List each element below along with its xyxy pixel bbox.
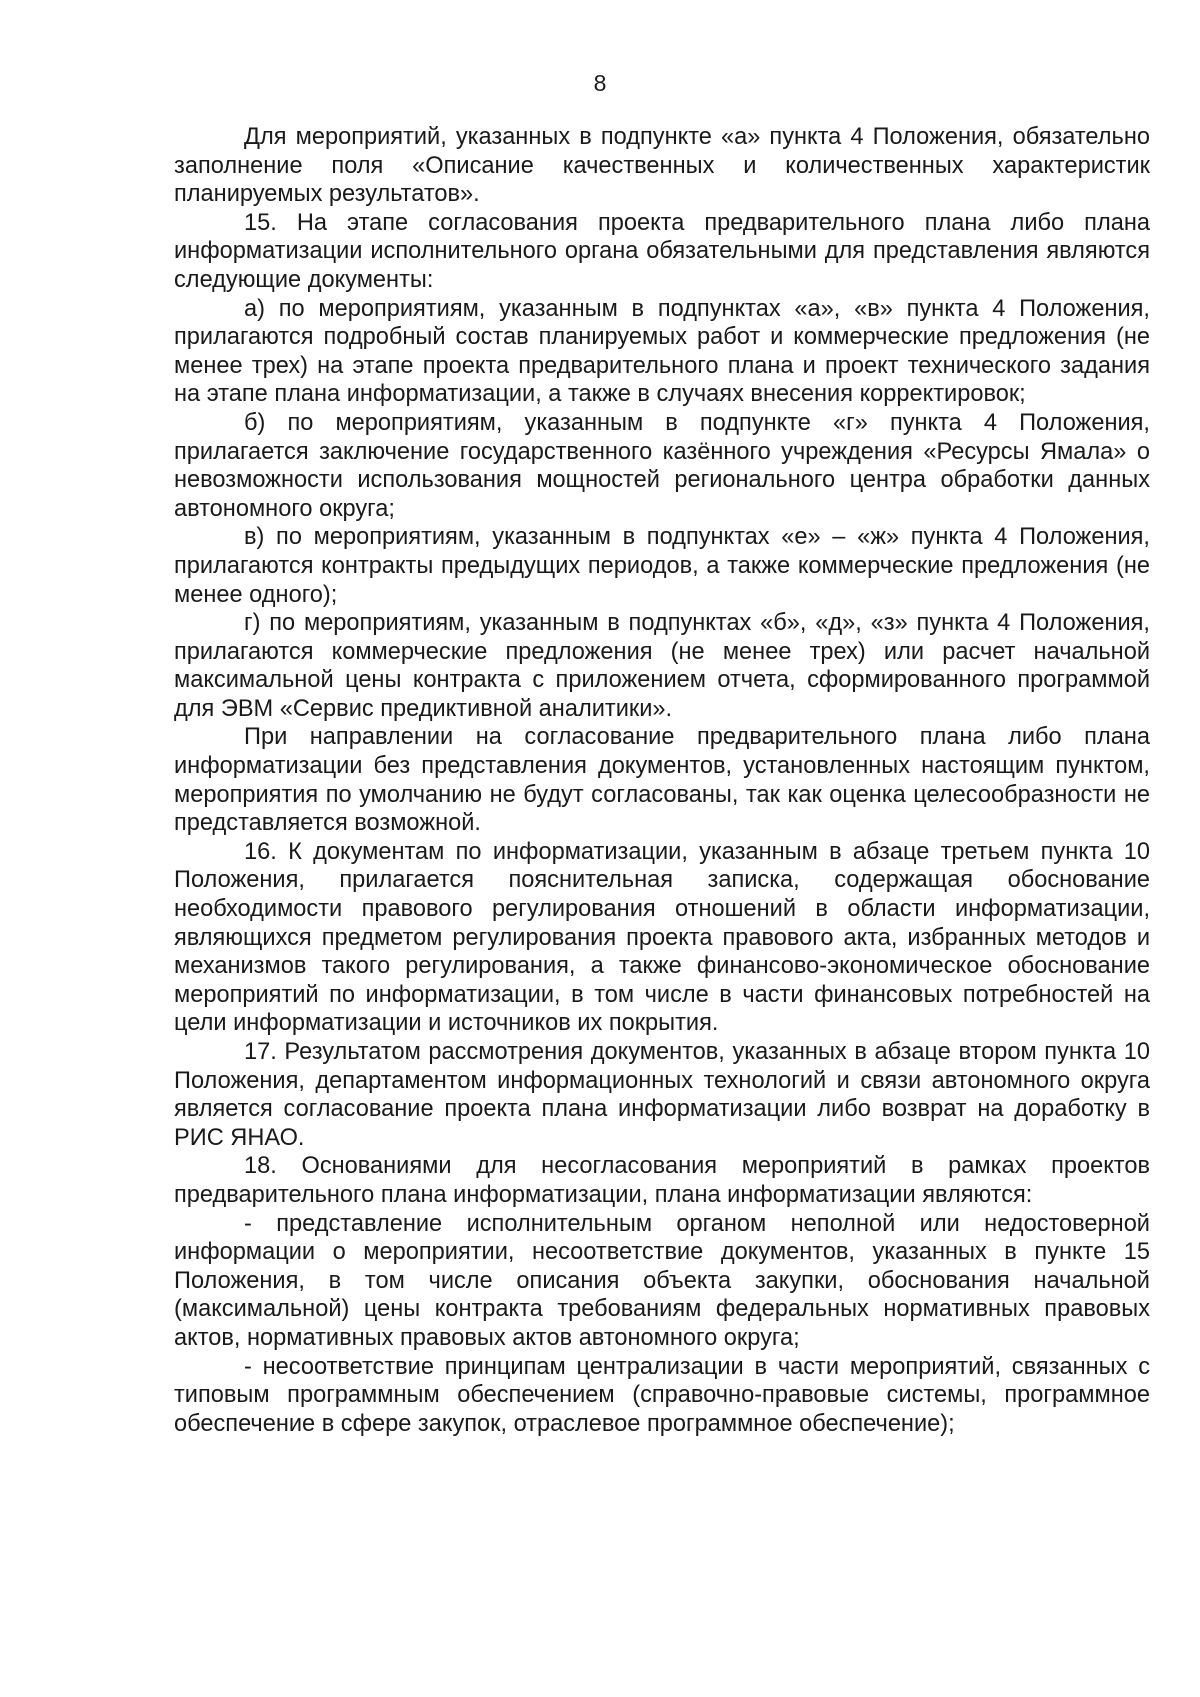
page-number: 8 xyxy=(593,70,607,96)
paragraph-18-item-1: - представление исполнительным органом неполной или недостоверной информации о мероприятии, несоответствие документов, указанных в пункте 15 Положения, в том числе описания объекта закупки, обоснования начальной (максимальной) цены контракта требованиям федеральных нормативных правовых актов, нормативных правовых актов автономного округа; xyxy=(174,1210,1150,1351)
document-body xyxy=(174,123,1150,1438)
paragraph-16: 16. К документам по информатизации, указанным в абзаце третьем пункта 10 Положения, прилагается пояснительная записка, содержащая обоснование необходимости правового регулирования отношений в области информатизации, являющихся предметом регулирования проекта правового акта, избранных методов и механизмов такого регулирования, а также финансово-экономическое обоснование мероприятий по информатизации, в том числе в части финансовых потребностей на цели информатизации и источников их покрытия. xyxy=(174,838,1150,1037)
paragraph-15-heading: 15. На этапе согласования проекта предварительного плана либо плана информатизации исполнительного органа обязательными для представления являются следующие документы: xyxy=(174,209,1150,293)
paragraph-15-note: При направлении на согласование предварительного плана либо плана информатизации без представления документов, установленных настоящим пунктом, мероприятия по умолчанию не будут согласованы, так как оценка целесообразности не представляется возможной. xyxy=(174,724,1150,837)
paragraph-15-v: в) по мероприятиям, указанным в подпунктах «е» – «ж» пункта 4 Положения, прилагаются контракты предыдущих периодов, а также коммерческие предложения (не менее одного); xyxy=(174,524,1150,608)
paragraph-15-b: б) по мероприятиям, указанным в подпункте «г» пункта 4 Положения, прилагается заключение государственного казённого учреждения «Ресурсы Ямала» о невозможности использования мощностей регионального центра обработки данных автономного округа; xyxy=(174,409,1150,522)
paragraph-18-item-2: - несоответствие принципам централизации в части мероприятий, связанных с типовым программным обеспечением (справочно-правовые системы, программное обеспечение в сфере закупок, отраслевое программное обеспечение); xyxy=(174,1353,1150,1437)
paragraph-17: 17. Результатом рассмотрения документов, указанных в абзаце втором пункта 10 Положения, департаментом информационных технологий и связи автономного округа является согласование проекта плана информатизации либо возврат на доработку в РИС ЯНАО. xyxy=(174,1039,1150,1151)
paragraph-item-a-requirements: Для мероприятий, указанных в подпункте «а» пункта 4 Положения, обязательно заполнение поля «Описание качественных и количественных характеристик планируемых результатов». xyxy=(174,124,1150,208)
paragraph-15-g: г) по мероприятиям, указанным в подпунктах «б», «д», «з» пункта 4 Положения, прилагаются коммерческие предложения (не менее трех) или расчет начальной максимальной цены контракта с приложением отчета, сформированного программой для ЭВМ «Сервис предиктивной аналитики». xyxy=(174,610,1150,722)
paragraph-18-heading: 18. Основаниями для несогласования мероприятий в рамках проектов предварительного плана информатизации, плана информатизации являются: xyxy=(174,1153,1150,1208)
paragraph-15-a: а) по мероприятиям, указанным в подпунктах «а», «в» пункта 4 Положения, прилагаются подробный состав планируемых работ и коммерческие предложения (не менее трех) на этапе проекта предварительного плана и проект технического задания на этапе плана информатизации, а также в случаях внесения корректировок; xyxy=(174,295,1150,408)
